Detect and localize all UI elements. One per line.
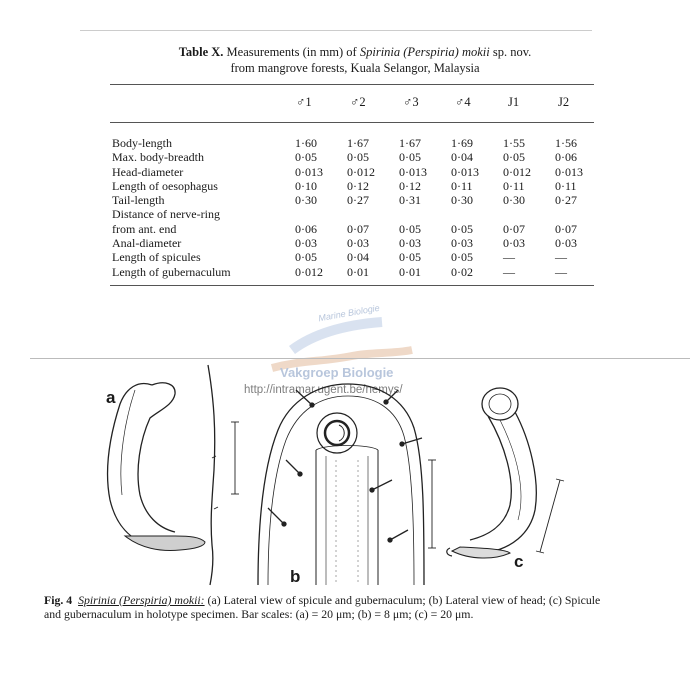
table-cell: 0·02 [451, 264, 473, 279]
table-cell: 1·67 [347, 136, 369, 150]
table-cell: 0·30 [295, 193, 317, 208]
measurements-table [112, 136, 607, 279]
table-cell: 0·27 [347, 193, 369, 208]
top-rule [80, 30, 592, 31]
figure-4-drawings [0, 360, 692, 590]
table-cell [399, 207, 451, 221]
table-cell: 0·30 [451, 193, 473, 208]
column-header: J1 [508, 95, 520, 109]
table-cell: — [555, 250, 567, 265]
table-cell: 0·05 [295, 150, 317, 165]
table-cell: 0·01 [347, 264, 369, 279]
row-label: Head-diameter [112, 164, 184, 179]
table-cell: 0·06 [555, 150, 577, 165]
table-row [112, 222, 607, 236]
table-cell: 0·31 [399, 193, 421, 208]
table-cell: 0·03 [503, 236, 525, 251]
spicule-a [108, 383, 205, 551]
table-row [112, 236, 607, 250]
figure-label-c: c [514, 552, 524, 571]
body-outline-a [208, 365, 215, 585]
table-cell: 0·05 [399, 221, 421, 236]
table-cell: 0·013 [295, 164, 323, 179]
table-cell: 0·27 [555, 193, 577, 208]
table-cell: 0·11 [555, 178, 577, 193]
table-header-rule [110, 122, 594, 123]
head-b [258, 384, 424, 585]
table-row [112, 207, 607, 221]
table-caption-suffix: sp. nov. [489, 45, 532, 59]
table-cell [295, 207, 347, 221]
table-cell: 0·03 [295, 236, 317, 251]
table-cell: 1·56 [555, 136, 577, 150]
row-label: Tail-length [112, 193, 165, 208]
table-cell: 0·11 [451, 178, 473, 193]
table-cell: 0·01 [399, 264, 421, 279]
watermark-line1: Marine Biologie [317, 302, 381, 324]
row-label: Distance of nerve-ring [112, 207, 220, 222]
table-cell: 0·03 [399, 236, 421, 251]
table-cell: 0·03 [451, 236, 473, 251]
table-cell: 0·013 [451, 164, 479, 179]
section-divider [30, 358, 690, 359]
table-cell: 0·07 [347, 221, 369, 236]
table-row [112, 193, 607, 207]
table-cell: 1·60 [295, 136, 317, 150]
table-cell: 1·67 [399, 136, 421, 150]
table-top-rule [110, 84, 594, 85]
column-header: ♂1 [296, 95, 312, 109]
table-cell: 0·05 [451, 250, 473, 265]
figure-label-b: b [290, 567, 301, 586]
table-cell: 0·12 [347, 178, 369, 193]
scale-bar-c [540, 480, 560, 552]
table-caption [110, 44, 600, 76]
table-cell: 0·05 [451, 221, 473, 236]
row-label: Anal-diameter [112, 236, 182, 251]
table-bottom-rule [110, 285, 594, 286]
table-cell: 0·05 [347, 150, 369, 165]
row-label: Length of gubernaculum [112, 264, 231, 279]
table-cell [451, 207, 503, 221]
table-caption-text: Measurements (in mm) of [223, 45, 360, 59]
table-cell: 0·013 [555, 164, 583, 179]
table-cell: 0·04 [347, 250, 369, 265]
table-row [112, 136, 607, 150]
table-label: Table X. [178, 45, 224, 59]
table-cell: — [503, 250, 515, 265]
table-cell: 0·05 [399, 250, 421, 265]
spicule-c [447, 388, 537, 558]
table-cell: 0·12 [399, 178, 421, 193]
table-cell: 1·55 [503, 136, 525, 150]
table-cell: — [555, 264, 567, 279]
table-cell: 0·06 [295, 221, 317, 236]
row-label: Max. body-breadth [112, 150, 204, 165]
row-label: from ant. end [112, 221, 177, 236]
table-row [112, 250, 607, 264]
figure-caption-label: Fig. 4 [44, 593, 73, 607]
table-cell: 1·69 [451, 136, 473, 150]
table-cell: 0·07 [503, 221, 525, 236]
table-species: Spirinia (Perspiria) mokii [359, 45, 490, 59]
table-cell: 0·03 [555, 236, 577, 251]
table-cell: 0·04 [451, 150, 473, 165]
table-cell: 0·013 [399, 164, 427, 179]
table-row [112, 179, 607, 193]
table-cell: 0·012 [347, 164, 375, 179]
table-cell: 0·10 [295, 178, 317, 193]
figure-label-a: a [106, 388, 116, 407]
table-cell: 0·05 [399, 150, 421, 165]
column-header: ♂4 [455, 95, 471, 109]
row-label: Length of spicules [112, 250, 201, 265]
table-cell: 0·012 [503, 164, 531, 179]
figure-caption-species: Spirinia (Perspiria) mokii: [78, 593, 205, 607]
table-cell: 0·05 [295, 250, 317, 265]
column-header: J2 [558, 95, 570, 109]
row-label: Body-length [112, 136, 172, 150]
table-cell [347, 207, 399, 221]
watermark-url: http://intramar.ugent.be/nemys/ [244, 384, 403, 396]
table-caption-line2: from mangrove forests, Kuala Selangor, Malaysia [230, 61, 480, 75]
table-cell: 0·30 [503, 193, 525, 208]
table-row [112, 165, 607, 179]
table-row [112, 265, 607, 279]
table-cell: 0·11 [503, 178, 525, 193]
table-cell [503, 207, 555, 221]
table-cell: 0·07 [555, 221, 577, 236]
column-header: ♂3 [403, 95, 419, 109]
table-row [112, 150, 607, 164]
table-cell: 0·012 [295, 264, 323, 279]
watermark-line2: Vakgroep Biologie [280, 365, 394, 380]
table-cell: 0·03 [347, 236, 369, 251]
table-cell: 0·05 [503, 150, 525, 165]
table-cell [555, 207, 607, 221]
amphid [317, 413, 357, 453]
table-cell: — [503, 264, 515, 279]
row-label: Length of oesophagus [112, 178, 218, 193]
column-header: ♂2 [350, 95, 366, 109]
figure-caption-text: (a) Lateral view of spicule and gubernaculum; (b) Lateral view of head; (c) Spicule and gubernaculum in holotype specimen. Bar scales: (a) = 20 μm; (b) = 8 μm; (c) = 20 μm. [44, 593, 601, 621]
figure-caption [44, 593, 614, 621]
